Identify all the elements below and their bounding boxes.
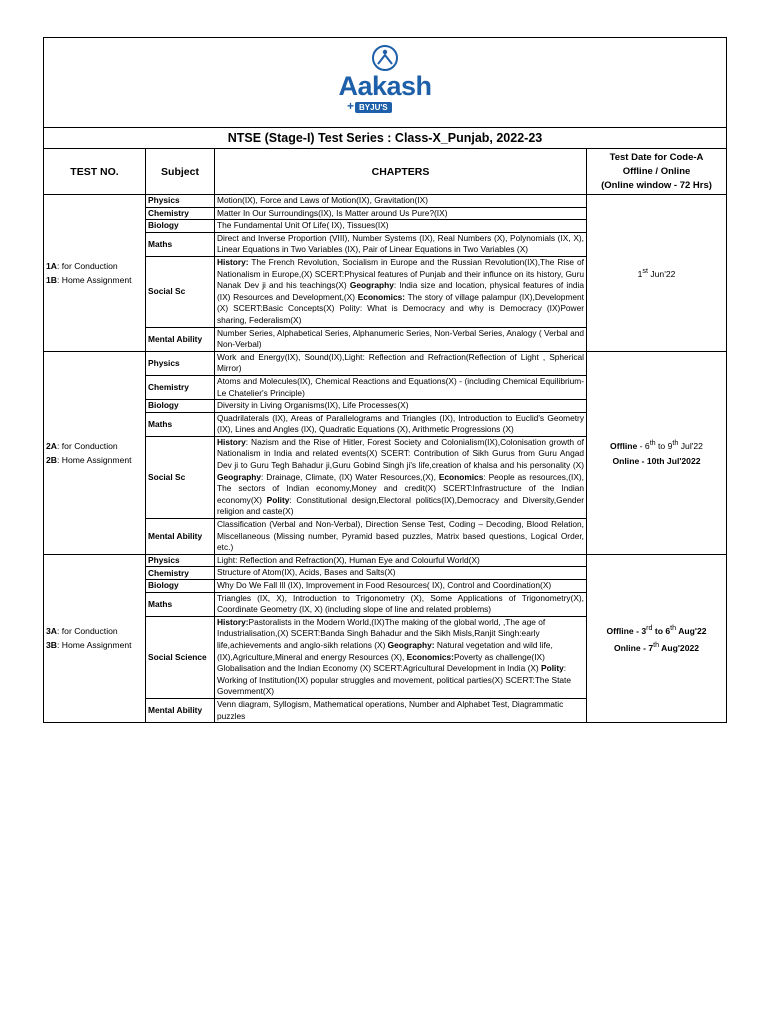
chapters-cell: Motion(IX), Force and Laws of Motion(IX), Gravitation(IX) [215,195,587,208]
subject-cell: Physics [146,554,215,567]
chapter-group-text: : Nazism and the Rise of Hitler, Forest Society and Colonialism(IX),Colonisation growth of Nationalism in India and related events(X) SCERT: Contribution of Sikh Gurus from Guru Angad Dev ji to Guru Tegh Bahadur ji,Guru Gobind Singh ji's life,creation of khalsa and his personality (X) [217,436,584,471]
header-date-online: Online [660,165,691,177]
header-subject: Subject [146,149,215,195]
subject-cell: Physics [146,195,215,208]
logo-banner [44,38,727,128]
date-sup: st [642,266,648,275]
test-date-cell [587,195,727,352]
test-code-b-text: : Home Assignment [57,640,132,651]
header-date-offline: Offline [622,165,653,177]
chapters-cell: Classification (Verbal and Non-Verbal), Direction Sense Test, Coding – Decoding, Blood Relation, Miscellaneous (Missing number, Pyramid based puzzles, Matrix based questions, Logical Order, etc.) [215,519,587,555]
date-online-month: Aug'2022 [659,643,700,654]
header-date-line1: Test Date for Code-A [609,151,704,163]
subject-cell: Mental Ability [146,327,215,351]
chapter-group-text: : Constitutional design,Electoral politics(IX),Democracy and Diversity,Gender religion and caste(X) [217,494,584,517]
aakash-logo [325,45,445,115]
date-offline-end: to 9 [655,441,673,452]
table-row [44,554,727,567]
date-offline-start: - 6 [637,441,650,452]
chapters-cell: Structure of Atom(IX), Acids, Bases and Salts(X) [215,567,587,580]
header-row [44,149,727,195]
chapter-group-label: Geography [349,280,394,291]
chapters-cell [215,256,587,327]
date-online-label: Online [613,643,641,654]
date-offline-month: Jul'22 [678,441,703,452]
header-test-no: TEST NO. [44,149,146,195]
chapter-group-label: Polity [541,663,564,674]
test-code-a-text: : for Conduction [57,260,118,271]
test-code-a-text: : for Conduction [57,626,118,637]
aakash-emblem-icon [367,45,403,73]
subject-cell: Maths [146,412,215,436]
chapter-group-label: Economics [438,471,484,482]
chapter-group-label: Economics: [357,291,406,302]
subject-cell: Chemistry [146,567,215,580]
chapters-cell: Number Series, Alphabetical Series, Alphanumeric Series, Non-Verbal Series, Analogy ( Verbal and Non-Verbal) [215,327,587,351]
test-code-a: 1A [46,260,57,271]
test-code-b: 2B [46,454,57,465]
chapter-group-text: Poverty as challenge(IX) Globalisation and the Indian Economy (X) SCERT:Agricultural Development in India (X) [217,651,545,674]
header-chapters: CHAPTERS [215,149,587,195]
date-day: 1 [637,268,643,279]
subject-cell: Biology [146,580,215,593]
chapter-group-label: Polity [266,494,290,505]
subject-cell: Maths [146,232,215,256]
subject-cell: Chemistry [146,375,215,399]
chapters-cell: Why Do We Fall Ill (IX), Improvement in Food Resources( IX), Control and Coordination(X) [215,580,587,593]
chapters-cell [215,616,587,698]
chapter-group-label: History: [217,256,249,267]
chapters-cell: Work and Energy(IX), Sound(IX),Light: Reflection and Refraction(Reflection of Light , Spherical Mirror) [215,351,587,375]
date-sup: th [670,623,677,632]
date-offline-end: to 6 [652,625,671,636]
chapters-cell: Light: Reflection and Refraction(X), Human Eye and Colourful World(X) [215,554,587,567]
test-date-cell [587,351,727,554]
test-code-a: 3A [46,626,57,637]
header-test-date [587,149,727,195]
date-sup: th [653,641,660,650]
test-no-cell [44,554,146,722]
chapters-cell: Quadrilaterals (IX), Areas of Parallelograms and Triangles (IX), Introduction to Euclid's Geometry (IX), Lines and Angles (IX), Quadratic Equations (X), Arithmetic Progressions (X) [215,412,587,436]
test-code-b-text: : Home Assignment [57,274,132,285]
date-sup: th [649,439,656,448]
chapters-cell [215,436,587,518]
test-no-cell [44,195,146,352]
subject-cell: Chemistry [146,207,215,220]
chapter-group-label: Economics: [406,651,454,662]
chapters-cell: Venn diagram, Syllogism, Mathematical operations, Number and Alphabet Test, Diagrammatic puzzles [215,698,587,722]
brand-name: Aakash [338,71,432,101]
subject-cell: Biology [146,400,215,413]
subject-cell: Mental Ability [146,519,215,555]
chapter-group-text: The French Revolution, Socialism in Europe and the Russian Revolution(IX),The Rise of Nationalism in Europe,(X) SCERT:Physical features of Punjab and their influnce on its history, Guru Nanak Dev ji and his teachings(X) [217,256,584,291]
date-online-text: - 10th Jul'2022 [639,456,701,467]
chapter-group-label: Geography [217,471,262,482]
partner-tag: BYJU'S [355,102,392,113]
test-code-b: 1B [46,274,57,285]
chapter-group-text: Natural vegetation and wild life, (IX),Agriculture,Mineral and energy Resources (X), [217,639,553,662]
date-offline-label: Offline [606,625,634,636]
date-online-text: - 7 [640,643,654,654]
chapters-cell: Diversity in Living Organisms(IX), Life Processes(X) [215,400,587,413]
subject-cell: Social Sc [146,436,215,518]
chapter-group-text: : People as resources,(IX), The sectors of Indian economy,Money and credit(X) SCERT:Infrastructure of the Indian economy(X) [217,471,584,505]
subject-cell: Biology [146,220,215,233]
subject-cell: Maths [146,592,215,616]
test-code-a: 2A [46,440,57,451]
table-row [44,195,727,208]
subject-cell: Mental Ability [146,698,215,722]
date-offline-label: Offline [610,441,638,452]
test-date-cell [587,554,727,722]
test-code-a-text: : for Conduction [57,440,118,451]
date-offline-start: - 3 [633,625,647,636]
subject-cell: Physics [146,351,215,375]
chapter-group-text: : Working of Institution(IX) popular struggles and movement, political parties(X) SCERT:The State Government(X) [217,663,571,697]
chapter-group-text: The story of village palampur (IX),Development (X) SCERT:Basic Concepts(X) Polity: What is Democracy and why is Democracy (IX)Power sharing, Federalism(X) [217,291,584,325]
chapter-group-text: : Drainage, Climate, (IX) Water Resources,(X), [261,471,439,482]
chapters-cell: The Fundamental Unit Of Life( IX), Tissues(IX) [215,220,587,233]
date-sup: th [672,439,679,448]
chapter-group-label: History: [217,616,249,627]
test-no-cell [44,351,146,554]
page-title: NTSE (Stage-I) Test Series : Class-X_Punjab, 2022-23 [44,128,727,149]
header-date-sep: / [652,165,661,177]
chapter-group-text: : India size and location, physical features of india (IX) Resources and Development,(X) [217,280,584,302]
date-offline-month: Aug'22 [676,625,707,636]
test-series-table [43,37,727,723]
date-rest: Jun'22 [647,268,676,279]
date-online-label: Online [612,456,640,467]
subject-cell: Social Science [146,616,215,698]
chapters-cell: Atoms and Molecules(IX), Chemical Reactions and Equations(X) - (including Chemical Equilibrium-Le Chatelier's Principle) [215,375,587,399]
chapter-group-text: Pastoralists in the Modern World,(IX)The making of the global world, ,The age of Industrialisation,(X) SCERT:Banda Singh Bahadur and the Sikh Misls,Ranjit Singh:early life,achievements and anglo-sikh relations (X) [217,616,546,650]
chapters-cell: Matter In Our Surroundings(IX), Is Matter around Us Pure?(IX) [215,207,587,220]
chapter-group-label: History [217,436,246,447]
date-sup: rd [646,623,653,632]
table-row [44,351,727,375]
header-date-window: (Online window - 72 Hrs) [601,179,712,191]
brand-plus: + [347,99,355,113]
test-code-b: 3B [46,640,57,651]
subject-cell: Social Sc [146,256,215,327]
chapter-group-label: Geography: [387,639,435,650]
test-code-b-text: : Home Assignment [57,454,132,465]
chapters-cell: Triangles (IX, X), Introduction to Trigonometry (X), Some Applications of Trigonometry(X), Coordinate Geometry (IX, X) (including slope of line and related problems) [215,592,587,616]
chapters-cell: Direct and Inverse Proportion (VIII), Number Systems (IX), Real Numbers (X), Polynomials (IX, X), Linear Equations in Two Variables (IX), Pair of Linear Equations in Two Variables (X) [215,232,587,256]
